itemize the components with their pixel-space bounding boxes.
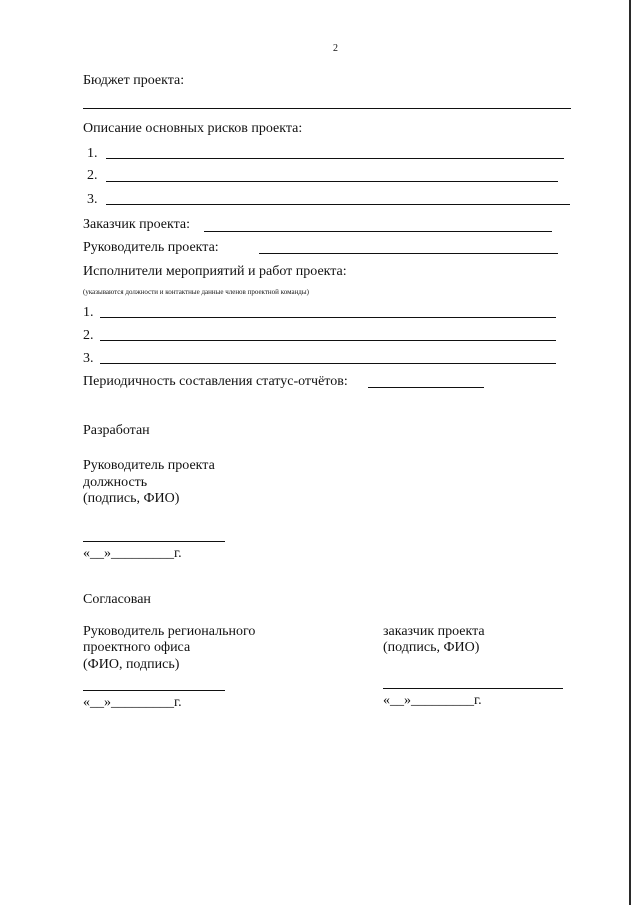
developed-role: Руководитель проекта [83, 458, 215, 473]
manager-label: Руководитель проекта: [83, 240, 219, 255]
customer-fill-line [204, 231, 552, 232]
executor-fill-line-2 [100, 340, 556, 341]
developed-position: должность [83, 475, 148, 490]
executor-number-1: 1. [83, 305, 94, 320]
customer-label: Заказчик проекта: [83, 217, 191, 232]
approved-right-signature-hint: (подпись, ФИО) [383, 640, 480, 655]
executors-note: (указываются должности и контактные данные членов проектной команды) [83, 288, 309, 296]
approved-right-role: заказчик проекта [383, 624, 485, 639]
approved-left-date: «__»_________г. [83, 695, 182, 710]
developed-signature-hint: (подпись, ФИО) [83, 491, 180, 506]
budget-fill-line [83, 108, 571, 109]
page-edge [629, 0, 631, 905]
manager-fill-line [259, 253, 558, 254]
executor-fill-line-1 [100, 317, 556, 318]
risk-number-2: 2. [87, 168, 98, 183]
reports-fill-line [368, 387, 484, 388]
developed-date: «__»_________г. [83, 546, 182, 561]
approved-left-role-line2: проектного офиса [83, 640, 191, 655]
risk-fill-line-1 [106, 158, 564, 159]
executor-number-3: 3. [83, 351, 94, 366]
approved-left-role-line1: Руководитель регионального [83, 624, 256, 639]
executor-number-2: 2. [83, 328, 94, 343]
reports-label: Периодичность составления статус-отчётов: [83, 374, 348, 389]
approved-left-signature-line [83, 690, 225, 691]
risk-fill-line-2 [106, 181, 558, 182]
executor-fill-line-3 [100, 363, 556, 364]
approved-right-signature-line [383, 688, 563, 689]
executors-label: Исполнители мероприятий и работ проекта: [83, 264, 347, 279]
page-number: 2 [333, 43, 338, 54]
developed-signature-line [83, 541, 225, 542]
risk-fill-line-3 [106, 204, 570, 205]
approved-right-date: «__»_________г. [383, 693, 482, 708]
approved-heading: Согласован [83, 592, 151, 607]
developed-heading: Разработан [83, 423, 150, 438]
risk-number-3: 3. [87, 192, 98, 207]
budget-label: Бюджет проекта: [83, 73, 185, 88]
risk-number-1: 1. [87, 146, 98, 161]
risks-label: Описание основных рисков проекта: [83, 121, 303, 136]
approved-left-signature-hint: (ФИО, подпись) [83, 657, 180, 672]
